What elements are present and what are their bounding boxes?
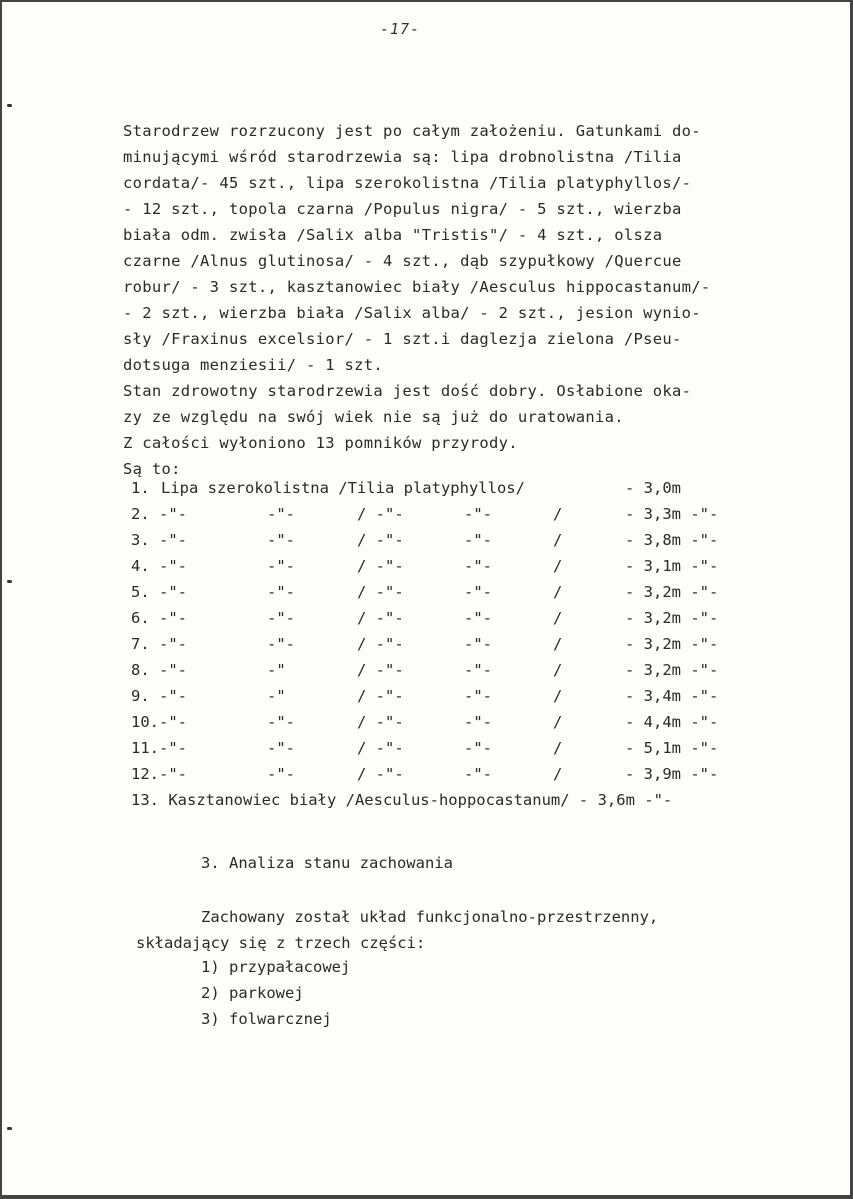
ditto-mark: / -"- [357, 635, 404, 653]
item-number: 1. [131, 479, 150, 497]
ditto-mark: / -"- [357, 531, 404, 549]
text-line: Stan zdrowotny starodrzewia jest dość dobry. Osłabione oka- [123, 382, 692, 400]
text-line: Są to: [123, 460, 181, 478]
slash: / [553, 609, 563, 627]
text-line: Starodrzew rozrzucony jest po całym założeniu. Gatunkami do- [123, 122, 701, 140]
item-number: 7. -"- [131, 635, 187, 653]
ditto-mark: -"- [464, 661, 492, 679]
ditto-mark: -"- [464, 609, 492, 627]
item-number: 5. -"- [131, 583, 187, 601]
text-line: dotsuga menziesii/ - 1 szt. [123, 356, 384, 374]
item-size: - 3,2m -"- [625, 609, 719, 627]
ditto-mark: / -"- [357, 505, 404, 523]
item-size: - 3,2m -"- [625, 661, 719, 679]
ditto-mark: -"- [267, 557, 295, 575]
item-text: 13. Kasztanowiec biały /Aesculus-hoppocastanum/ - 3,6m -"- [131, 791, 673, 809]
ditto-mark: -"- [464, 739, 492, 757]
ditto-mark: -"- [464, 505, 492, 523]
item-number: 2. -"- [131, 505, 187, 523]
slash: / [553, 531, 563, 549]
text-line: cordata/- 45 szt., lipa szerokolistna /Tilia platyphyllos/- [123, 174, 692, 192]
item-size: - 3,0m [625, 479, 681, 497]
item-number: 10.-"- [131, 713, 187, 731]
section-heading: 3. Analiza stanu zachowania [201, 854, 453, 872]
ditto-mark: -"- [464, 557, 492, 575]
ditto-mark: / -"- [357, 687, 404, 705]
item-size: - 3,1m -"- [625, 557, 719, 575]
item-number: 4. -"- [131, 557, 187, 575]
text-line: czarne /Alnus glutinosa/ - 4 szt., dąb szypułkowy /Quercue [123, 252, 682, 270]
text-line: zy ze względu na swój wiek nie są już do uratowania. [123, 408, 624, 426]
slash: / [553, 765, 563, 783]
item-number: 9. -"- [131, 687, 187, 705]
ditto-mark: / -"- [357, 583, 404, 601]
text-line: minującymi wśród starodrzewia są: lipa drobnolistna /Tilia [123, 148, 682, 166]
item-number: 11.-"- [131, 739, 187, 757]
part-item: 2) parkowej [201, 984, 304, 1002]
ditto-mark: / -"- [357, 609, 404, 627]
slash: / [553, 687, 563, 705]
ditto-mark: -"- [464, 583, 492, 601]
ditto-mark: -" [267, 687, 286, 705]
margin-mark [7, 1127, 12, 1130]
item-size: - 3,2m -"- [625, 583, 719, 601]
slash: / [553, 661, 563, 679]
item-number: 6. -"- [131, 609, 187, 627]
item-number: 12.-"- [131, 765, 187, 783]
item-size: - 3,4m -"- [625, 687, 719, 705]
ditto-mark: / -"- [357, 765, 404, 783]
item-size: - 3,3m -"- [625, 505, 719, 523]
item-number: 8. -"- [131, 661, 187, 679]
ditto-mark: -" [267, 661, 286, 679]
text-line: Zachowany został układ funkcjonalno-przestrzenny, [201, 908, 659, 926]
ditto-mark: -"- [464, 635, 492, 653]
ditto-mark: / -"- [357, 661, 404, 679]
text-line: - 12 szt., topola czarna /Populus nigra/ - 5 szt., wierzba [123, 200, 682, 218]
slash: / [553, 557, 563, 575]
text-line: sły /Fraxinus excelsior/ - 1 szt.i daglezja zielona /Pseu- [123, 330, 682, 348]
item-number: 3. -"- [131, 531, 187, 549]
margin-mark [7, 104, 12, 107]
ditto-mark: -"- [464, 531, 492, 549]
ditto-mark: -"- [267, 739, 295, 757]
item-size: - 4,4m -"- [625, 713, 719, 731]
ditto-mark: -"- [464, 713, 492, 731]
text-line: Z całości wyłoniono 13 pomników przyrody. [123, 434, 518, 452]
text-line: biała odm. zwisła /Salix alba "Tristis"/ - 4 szt., olsza [123, 226, 663, 244]
ditto-mark: -"- [267, 765, 295, 783]
ditto-mark: -"- [267, 505, 295, 523]
ditto-mark: -"- [267, 583, 295, 601]
item-text: Lipa szerokolistna /Tilia platyphyllos/ [161, 479, 525, 497]
body-paragraph [123, 118, 763, 482]
ditto-mark: / -"- [357, 557, 404, 575]
item-size: - 5,1m -"- [625, 739, 719, 757]
ditto-mark: -"- [464, 687, 492, 705]
text-line: robur/ - 3 szt., kasztanowiec biały /Aesculus hippocastanum/- [123, 278, 711, 296]
ditto-mark: -"- [267, 609, 295, 627]
margin-mark [7, 580, 12, 583]
slash: / [553, 583, 563, 601]
text-line: składający się z trzech części: [136, 934, 426, 952]
section-paragraph [136, 904, 658, 956]
part-item: 1) przypałacowej [201, 958, 351, 976]
item-size: - 3,8m -"- [625, 531, 719, 549]
text-line: - 2 szt., wierzba biała /Salix alba/ - 2 szt., jesion wynio- [123, 304, 701, 322]
slash: / [553, 505, 563, 523]
ditto-mark: -"- [267, 713, 295, 731]
slash: / [553, 635, 563, 653]
ditto-mark: -"- [464, 765, 492, 783]
ditto-mark: -"- [267, 531, 295, 549]
item-size: - 3,9m -"- [625, 765, 719, 783]
ditto-mark: / -"- [357, 739, 404, 757]
ditto-mark: / -"- [357, 713, 404, 731]
part-item: 3) folwarcznej [201, 1010, 332, 1028]
slash: / [553, 739, 563, 757]
slash: / [553, 713, 563, 731]
item-size: - 3,2m -"- [625, 635, 719, 653]
ditto-mark: -"- [267, 635, 295, 653]
page-number: -17- [380, 20, 421, 38]
